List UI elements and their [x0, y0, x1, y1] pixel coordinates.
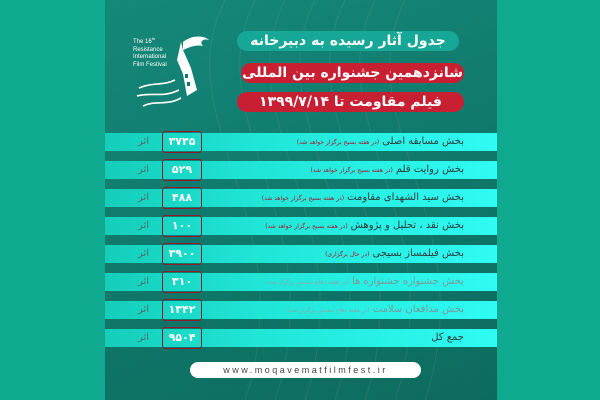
subtitle-pill-1: شانزدهمین جشنواره بین المللی — [242, 65, 463, 81]
section-name: بخش مدافعان سلامت — [372, 304, 464, 315]
festival-logo-text: The 16th Resistance International Film Festival — [133, 36, 167, 68]
section-note: (در هفته بسیج برگزار خواهد شد) — [296, 139, 380, 146]
unit-label: اثر — [138, 220, 150, 231]
count-box: ۱۰۰ — [162, 215, 202, 237]
row-label — [266, 273, 464, 291]
section-note: (در هفته دفاع مقدس برگزار شد) — [287, 307, 370, 314]
section-note: (در هفته دفاع مقدس برگزار شد) — [266, 279, 349, 286]
section-note: (در حال برگزاری) — [325, 251, 370, 258]
section-note: (در هفته بسیج برگزار خواهد شد) — [261, 195, 345, 202]
table-row — [105, 133, 497, 151]
row-label — [431, 329, 464, 347]
total-label: جمع کل — [431, 332, 464, 343]
row-label — [262, 189, 464, 207]
count-box: ۳۹۰۰ — [162, 243, 202, 265]
unit-label: اثر — [138, 304, 150, 315]
festival-logo-icon — [133, 30, 218, 115]
row-label — [325, 245, 464, 263]
row-label — [287, 301, 464, 319]
row-label — [265, 217, 464, 235]
section-note: (در هفته بسیج برگزار خواهد شد) — [265, 223, 348, 230]
table-row — [105, 245, 497, 263]
table-row — [105, 301, 497, 319]
website-url[interactable]: www.moqavematfilmfest.ir — [190, 362, 421, 378]
unit-label: اثر — [138, 248, 150, 259]
unit-label: اثر — [138, 136, 150, 147]
table-row — [105, 189, 497, 207]
section-note: (در هفته بسیج برگزار خواهد شد) — [310, 167, 393, 174]
unit-label: اثر — [138, 276, 150, 287]
total-row — [105, 329, 497, 347]
subtitle-pill-2: فیلم مقاومت تا ۱۳۹۹/۷/۱۴ — [237, 92, 464, 112]
section-name: بخش مسابقه اصلی — [382, 136, 464, 147]
section-name: بخش جشنواره جشنواره ها — [351, 276, 464, 287]
count-box: ۵۲۹ — [162, 159, 202, 181]
table-row — [105, 217, 497, 235]
count-box: ۱۳۴۲ — [162, 299, 202, 321]
unit-label: اثر — [138, 192, 150, 203]
count-box: ۳۷۳۵ — [162, 131, 202, 153]
row-label — [310, 161, 464, 179]
section-name: بخش روایت قلم — [395, 164, 464, 175]
count-box: ۳۱۰ — [162, 271, 202, 293]
count-box: ۴۸۸ — [162, 187, 202, 209]
section-name: بخش فیلمساز بسیجی — [372, 248, 464, 259]
row-label — [297, 133, 464, 151]
section-name: بخش نقد ، تحلیل و پژوهش — [350, 220, 464, 231]
table-row — [105, 273, 497, 291]
unit-label: اثر — [138, 332, 150, 343]
title-pill: جدول آثار رسیده به دبیرخانه — [237, 31, 459, 51]
table-row — [105, 161, 497, 179]
infographic-panel — [105, 0, 497, 400]
section-name: بخش سید الشهدای مقاومت — [347, 192, 464, 203]
unit-label: اثر — [138, 164, 150, 175]
total-count-box: ۹۵۰۴ — [162, 327, 202, 349]
